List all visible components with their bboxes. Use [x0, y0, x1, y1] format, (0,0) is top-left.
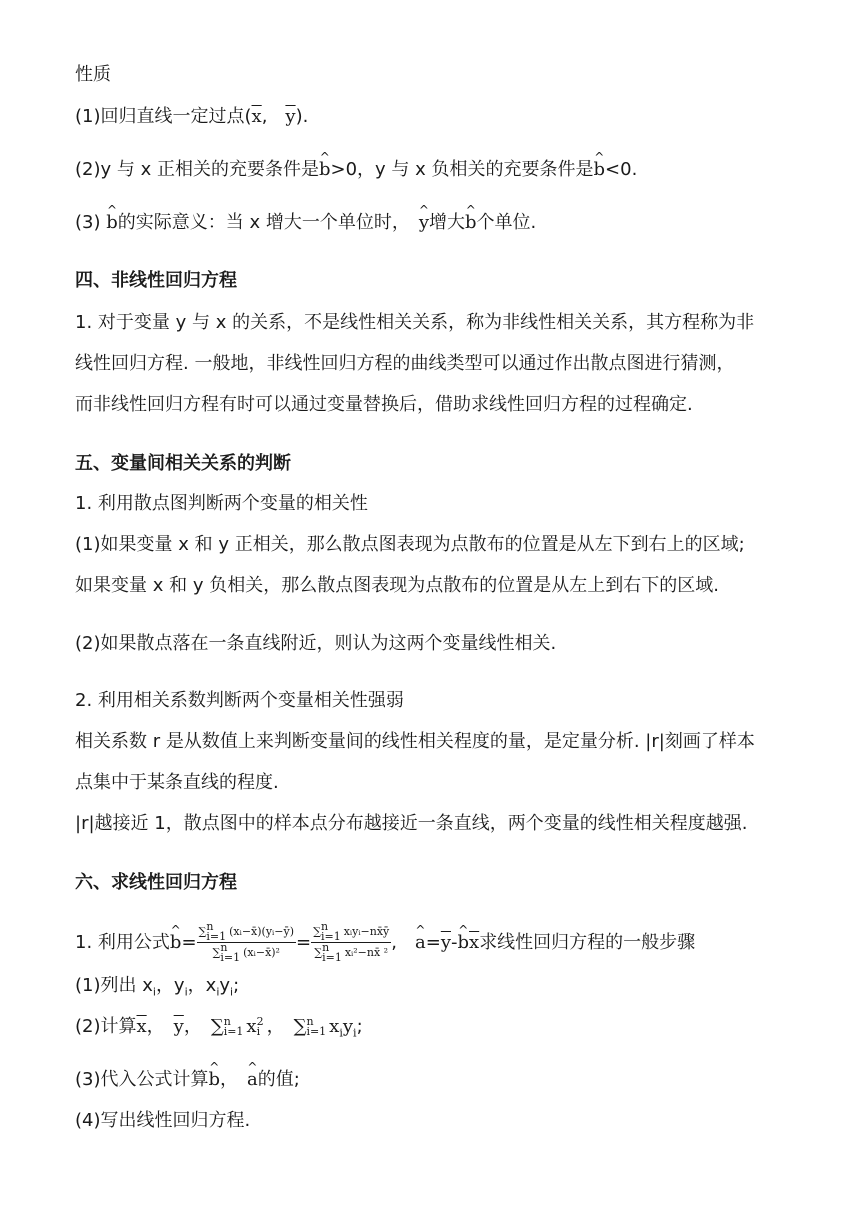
section5-item-1: 1. 利用散点图判断两个变量的相关性 — [75, 493, 368, 514]
section5-item-1c: (2)如果散点落在一条直线附近，则认为这两个变量线性相关. — [75, 633, 557, 654]
section5-item-2: 2. 利用相关系数判断两个变量相关性强弱 — [75, 690, 404, 711]
section5-item-2b: 点集中于某条直线的程度. — [75, 772, 279, 793]
section4-line-2: 线性回归方程. 一般地，非线性回归方程的曲线类型可以通过作出散点图进行猜测， — [75, 353, 735, 374]
step-4: (4)写出线性回归方程. — [75, 1110, 251, 1131]
property-1: (1)回归直线一定过点($\overline{x}$, $\overline{y}$). — [75, 106, 309, 127]
section4-line-3: 而非线性回归方程有时可以通过变量替换后，借助求线性回归方程的过程确定. — [75, 394, 693, 415]
section4-heading: 四、非线性回归方程 — [75, 270, 237, 291]
property-2: (2)y 与 x 正相关的充要条件是^ b>0，y 与 x 负相关的充要条件是^ b<0. — [75, 157, 637, 183]
section5-item-1b: 如果变量 x 和 y 负相关，那么散点图表现为点散布的位置是从左上到右下的区域. — [75, 575, 719, 596]
step-1: (1)列出 $x_i$，$y_i$，$x_iy_i$; — [75, 975, 240, 999]
section5-heading: 五、变量间相关关系的判断 — [75, 453, 291, 474]
properties-heading: 性质 — [75, 64, 111, 85]
fraction-1: ∑ n i=1 (xᵢ−x̄)(yᵢ−ȳ) ∑ n i=1 (xᵢ−x̄)² — [198, 920, 294, 964]
section5-item-2a: 相关系数 r 是从数值上来判断变量间的线性相关程度的量，是定量分析. |r|刻画了样本 — [75, 731, 755, 752]
section5-item-1a: (1)如果变量 x 和 y 正相关，那么散点图表现为点散布的位置是从左下到右上的区域; — [75, 534, 745, 555]
property-3: (3) ^ b的实际意义：当 x 增大一个单位时， ^ y增大^ b个单位. — [75, 210, 536, 236]
section5-item-2c: |r|越接近 1，散点图中的样本点分布越接近一条直线，两个变量的线性相关程度越强. — [75, 813, 748, 834]
step-3: (3)代入公式计算^ b， ^ a的值; — [75, 1067, 300, 1093]
section6-heading: 六、求线性回归方程 — [75, 872, 237, 893]
section4-line-1: 1. 对于变量 y 与 x 的关系，不是线性相关关系，称为非线性相关关系，其方程称为非 — [75, 312, 755, 333]
step-2: (2)计算$\overline{x}$， $\overline{y}$， ∑ n i=1 x 2 i ， ∑ n i=1 $x_iy_i$; — [75, 1015, 363, 1040]
fraction-2: ∑ n i=1 xᵢyᵢ−nx̄ȳ ∑ n i=1 xᵢ²−nx̄ ² — [313, 920, 390, 964]
regression-formula: 1. 利用公式 ^ b = ∑ n i=1 (xᵢ−x̄)(yᵢ−ȳ) ∑ n i=1 (xᵢ−x̄)² = ∑ n i=1 xᵢyᵢ−nx̄ȳ ∑ n i=1 xᵢ²−nx̄ ² , ^ a = $\overline{y}$ - ^ b $\overline{x}$ 求线性回归方程的一般步骤 — [75, 922, 695, 963]
